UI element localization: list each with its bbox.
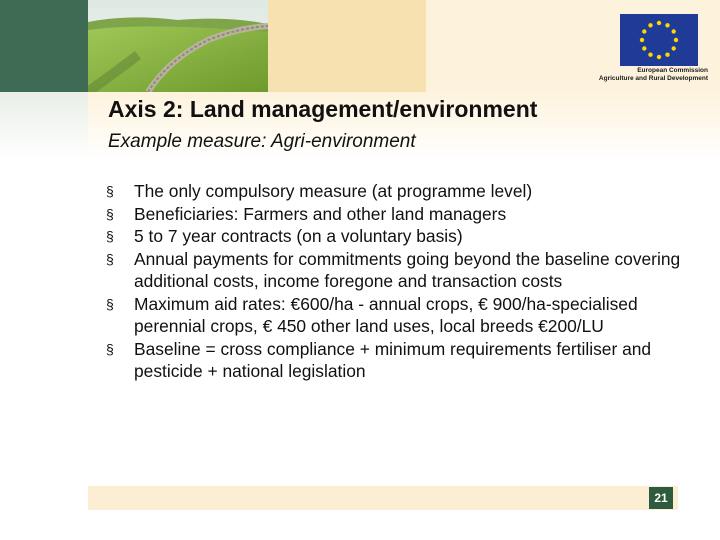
bullet-icon: § [106,340,114,357]
list-item [106,180,706,203]
header-accent-block [268,0,426,92]
eu-logo-caption [578,67,708,83]
bullet-text: Maximum aid rates: €600/ha - annual crops, € 900/ha-specialised perennial crops, € 450 other land uses, local breeds €200/LU [134,293,638,336]
left-gradient-strip [0,92,88,158]
header-green-block [0,0,88,92]
bullet-text: Beneficiaries: Farmers and other land managers [134,203,507,224]
eu-commission-logo [578,10,708,86]
bullet-text: The only compulsory measure (at programme level) [134,181,533,201]
bullet-icon: § [106,250,114,267]
landscape-photo [88,0,268,92]
list-item [106,293,706,338]
eu-flag-icon [620,14,698,66]
bullet-list [106,180,706,383]
page-number: 21 [649,487,673,509]
list-item [106,248,706,293]
bullet-icon: § [106,228,114,244]
eu-caption-line1: European Commission [637,67,708,74]
slide-subtitle: Example measure: Agri-environment [108,131,416,152]
eu-caption-line2: Agriculture and Rural Development [598,75,708,82]
list-item [106,338,706,383]
bullet-icon: § [106,205,114,222]
list-item [106,203,706,226]
bullet-icon: § [106,183,114,199]
bullet-text: 5 to 7 year contracts (on a voluntary basis) [134,226,463,246]
bullet-text: Annual payments for commitments going beyond the baseline covering additional costs, income foregone and transaction costs [134,248,681,291]
bullet-text: Baseline = cross compliance + minimum requirements fertiliser and pesticide + national legislation [134,338,652,381]
bullet-icon: § [106,295,114,312]
slide-title: Axis 2: Land management/environment [108,96,538,122]
list-item [106,225,706,248]
footer-bar [88,486,678,510]
